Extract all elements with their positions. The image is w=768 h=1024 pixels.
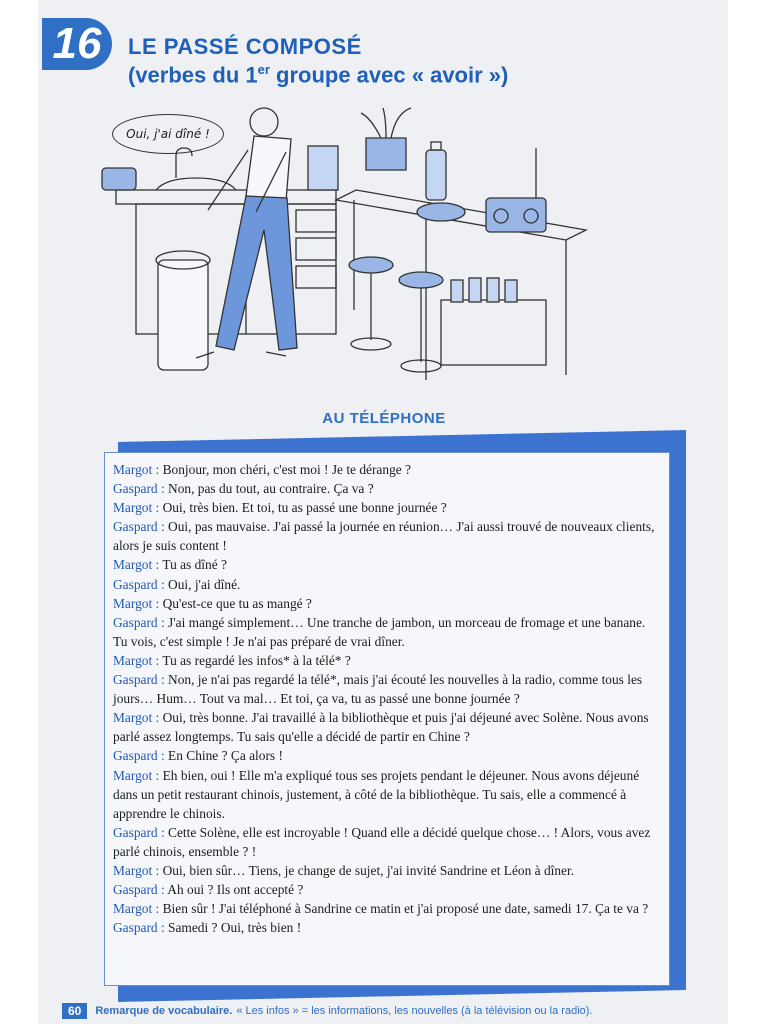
dialogue-line	[113, 613, 661, 651]
dialogue-text: Oui, pas mauvaise. J'ai passé la journée en réunion… J'ai aussi trouvé de nouveaux clients, alors je suis content !	[113, 519, 655, 554]
dialogue-line	[113, 460, 661, 479]
page-number: 60	[62, 1003, 87, 1019]
dialogue-text: Samedi ? Oui, très bien !	[164, 920, 302, 936]
vocabulary-note-label: Remarque de vocabulaire.	[95, 1005, 233, 1017]
dialogue-text: En Chine ? Ça alors !	[164, 748, 283, 764]
dialogue-line	[113, 861, 661, 880]
dialogue-line	[113, 594, 661, 613]
speaker-name: Margot :	[113, 710, 160, 726]
dialogue-line	[113, 880, 661, 899]
dialogue-line	[113, 498, 661, 517]
speaker-name: Gaspard :	[113, 614, 165, 630]
dialogue-text: J'ai mangé simplement… Une tranche de jambon, un morceau de fromage et une banane. Tu vois, c'est simple ! Je n'ai pas préparé de vrai dîner.	[113, 614, 646, 649]
dialogue-line	[113, 575, 661, 594]
dialogue-text: Cette Solène, elle est incroyable ! Quand elle a décidé quelque chose… ! Alors, vous avez parlé chinois, ensemble ? !	[113, 824, 651, 859]
dialogue-line	[113, 670, 661, 708]
chapter-subtitle	[128, 62, 508, 88]
dialogue-text: Oui, j'ai dîné.	[164, 576, 241, 592]
dialogue-line	[113, 479, 661, 498]
dialogue-line	[113, 899, 661, 918]
dialogue-line	[113, 823, 661, 861]
speaker-name: Gaspard :	[113, 824, 165, 840]
chapter-title: LE PASSÉ COMPOSÉ	[128, 34, 362, 59]
speaker-name: Gaspard :	[113, 920, 165, 936]
dialogue-line	[113, 555, 661, 574]
speaker-name: Margot :	[113, 595, 160, 611]
dialogue-text: Bonjour, mon chéri, c'est moi ! Je te dérange ?	[159, 462, 412, 477]
speaker-name: Gaspard :	[113, 481, 165, 497]
dialogue-text: Oui, très bien. Et toi, tu as passé une bonne journée ?	[159, 500, 447, 516]
speaker-name: Margot :	[113, 462, 160, 477]
speaker-name: Gaspard :	[113, 882, 165, 898]
section-heading: AU TÉLÉPHONE	[322, 410, 446, 427]
dialogue-line	[113, 708, 661, 746]
speaker-name: Margot :	[113, 500, 160, 516]
vocabulary-note-text: « Les infos » = les informations, les nouvelles (à la télévision ou la radio).	[236, 1005, 593, 1017]
dialogue-line	[113, 746, 661, 765]
speaker-name: Gaspard :	[113, 519, 165, 535]
dialogue-box	[104, 452, 670, 986]
subtitle-part-2: groupe avec « avoir »)	[269, 62, 509, 88]
dialogue-text: Tu as regardé les infos* à la télé* ?	[159, 652, 351, 668]
dialogue-text: Eh bien, oui ! Elle m'a expliqué tous ses projets pendant le déjeuner. Nous avons déjeuné dans un petit restaurant chinois, justement, à côté de la bibliothèque. Tu sais, elle a commencé à apprendre le chinois.	[113, 767, 640, 821]
dialogue-line	[113, 517, 661, 555]
speaker-name: Margot :	[113, 901, 160, 917]
dialogue-text: Oui, bien sûr… Tiens, je change de sujet, j'ai invité Sandrine et Léon à dîner.	[159, 862, 575, 878]
subtitle-part-1: (verbes du 1	[128, 62, 258, 88]
speaker-name: Margot :	[113, 557, 160, 573]
dialogue-text: Bien sûr ! J'ai téléphoné à Sandrine ce matin et j'ai proposé une date, samedi 17. Ça te va ?	[159, 901, 649, 917]
speaker-name: Margot :	[113, 767, 160, 783]
dialogue-line	[113, 918, 661, 937]
chapter-number-badge: 16	[42, 18, 112, 70]
dialogue-text: Oui, très bonne. J'ai travaillé à la bibliothèque et puis j'ai déjeuné avec Solène. Nous avons parlé assez longtemps. Tu sais qu'elle a décidé de partir en Chine ?	[113, 710, 649, 745]
dialogue-text: Tu as dîné ?	[159, 557, 227, 573]
dialogue-text: Ah oui ? Ils ont accepté ?	[164, 882, 304, 898]
footer	[62, 1001, 702, 1021]
dialogue-line	[113, 766, 661, 823]
speaker-name: Gaspard :	[113, 576, 165, 592]
dialogue-text: Non, pas du tout, au contraire. Ça va ?	[164, 481, 374, 497]
dialogue-line	[113, 651, 661, 670]
speaker-name: Gaspard :	[113, 748, 165, 764]
speaker-name: Gaspard :	[113, 672, 165, 688]
dialogue-text: Qu'est-ce que tu as mangé ?	[159, 595, 312, 611]
speech-bubble: Oui, j'ai dîné !	[112, 114, 224, 154]
dialogue-text: Non, je n'ai pas regardé la télé*, mais j'ai écouté les nouvelles à la radio, comme tous les jours… Hum… Tout va mal… Et toi, ça va, tu as passé une bonne journée ?	[113, 672, 643, 707]
speaker-name: Margot :	[113, 652, 160, 668]
speaker-name: Margot :	[113, 862, 160, 878]
subtitle-superscript: er	[257, 62, 270, 77]
